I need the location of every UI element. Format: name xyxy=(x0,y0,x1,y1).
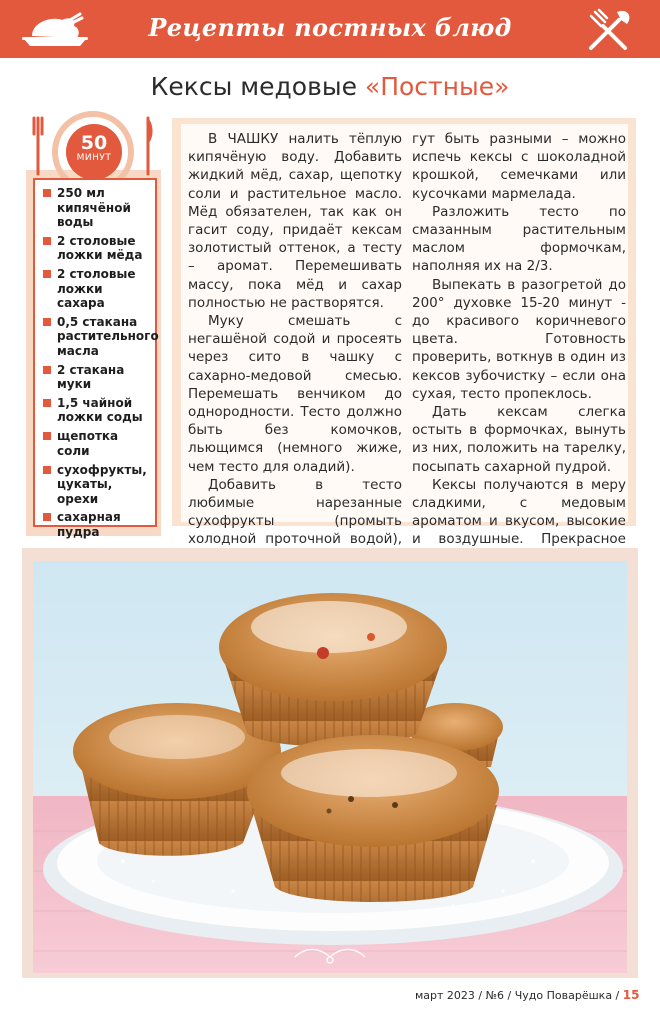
page-number: 15 xyxy=(622,988,640,1002)
ingredient-item: 2 столовые ложки сахара xyxy=(43,267,149,311)
cook-time-unit: МИНУТ xyxy=(76,153,112,163)
bullet-square-icon xyxy=(43,513,51,521)
section-title: Рецепты постных блюд xyxy=(148,13,512,42)
ingredient-item: сахарная пудра xyxy=(43,510,149,539)
ingredient-item: 250 мл кипячёной воды xyxy=(43,186,149,230)
instruction-paragraph: В ЧАШКУ налить тёплую кипячёную воду. Добавить жидкий мёд, сахар, щепотку соли и растительное масло. Мёд обязателен, так как он гасит соду, придаёт кексам золотистый оттенок, а тесту – аромат. Перемешивать массу, пока мёд и сахар полностью не растворятся. xyxy=(188,131,402,311)
instruction-paragraph: Дать кексам слегка остыть в формочках, вынуть из них, положить на тарелку, посыпать сахарной пудрой. xyxy=(412,404,626,475)
ingredient-item: 0,5 стакана растительного масла xyxy=(43,315,149,359)
cook-time-badge xyxy=(66,124,122,180)
cook-time-value: 50 xyxy=(80,132,108,154)
instruction-paragraph: Добавить в тесто любимые нарезанные сухофрукты (промыть холодной проточной водой), xyxy=(188,476,402,548)
recipe-title-accent: «Постные» xyxy=(364,72,510,101)
recipe-title-main: Кексы медовые xyxy=(150,72,357,101)
issue-info: март 2023 / №6 / Чудо Поварёшка / xyxy=(415,989,623,1002)
ingredient-item: 2 стакана муки xyxy=(43,363,149,392)
bullet-square-icon xyxy=(43,318,51,326)
instruction-paragraph: Муку смешать с негашёной содой и просеять через сито в чашку с сахарно-медовой смесью. Перемешать венчиком до однородности. Тесто должно быть без комочков, льющимся (немного жиже, чем тесто для оладий). xyxy=(188,313,402,475)
ingredient-item: сухофрукты, цукаты, орехи xyxy=(43,463,149,507)
bullet-square-icon xyxy=(43,399,51,407)
bullet-square-icon xyxy=(43,270,51,278)
ingredients-box xyxy=(33,178,159,539)
instruction-paragraph: гут быть разными – можно испечь кексы с шоколадной крошкой, семечками или кусочками мармелада. xyxy=(412,131,626,202)
instruction-paragraph: Выпекать в разогретой до 200° духовке 15-20 минут - до красивого коричневого цвета. Готовность проверить, воткнув в один из кексов зубочистку – если она сухая, тесто пропеклось. xyxy=(412,276,626,402)
ingredient-item: щепотка соли xyxy=(43,429,149,458)
fork-knife-icon xyxy=(583,8,633,54)
bullet-square-icon xyxy=(43,432,51,440)
muffins-photo xyxy=(33,561,627,973)
ingredient-item: 1,5 чайной ложки соды xyxy=(43,396,149,425)
page-footer xyxy=(415,988,639,1002)
instructions-column-left xyxy=(188,130,402,603)
ingredients-list xyxy=(35,180,159,539)
header-bar xyxy=(0,0,660,58)
bullet-square-icon xyxy=(43,366,51,374)
bullet-square-icon xyxy=(43,237,51,245)
bullet-square-icon xyxy=(43,189,51,197)
honey-muffins-photo xyxy=(33,561,627,973)
bullet-square-icon xyxy=(43,466,51,474)
instruction-paragraph: Разложить тесто по смазанным растительным маслом формочкам, наполняя их на 2/3. xyxy=(412,203,626,275)
ingredient-item: 2 столовые ложки мёда xyxy=(43,234,149,263)
instruction-paragraph: Кексы получаются в меру сладкими, с медовым ароматом и вкусом, высокие и воздушные. Прекрасное xyxy=(412,476,626,548)
instructions-column-right xyxy=(412,130,626,585)
recipe-title xyxy=(0,72,660,101)
